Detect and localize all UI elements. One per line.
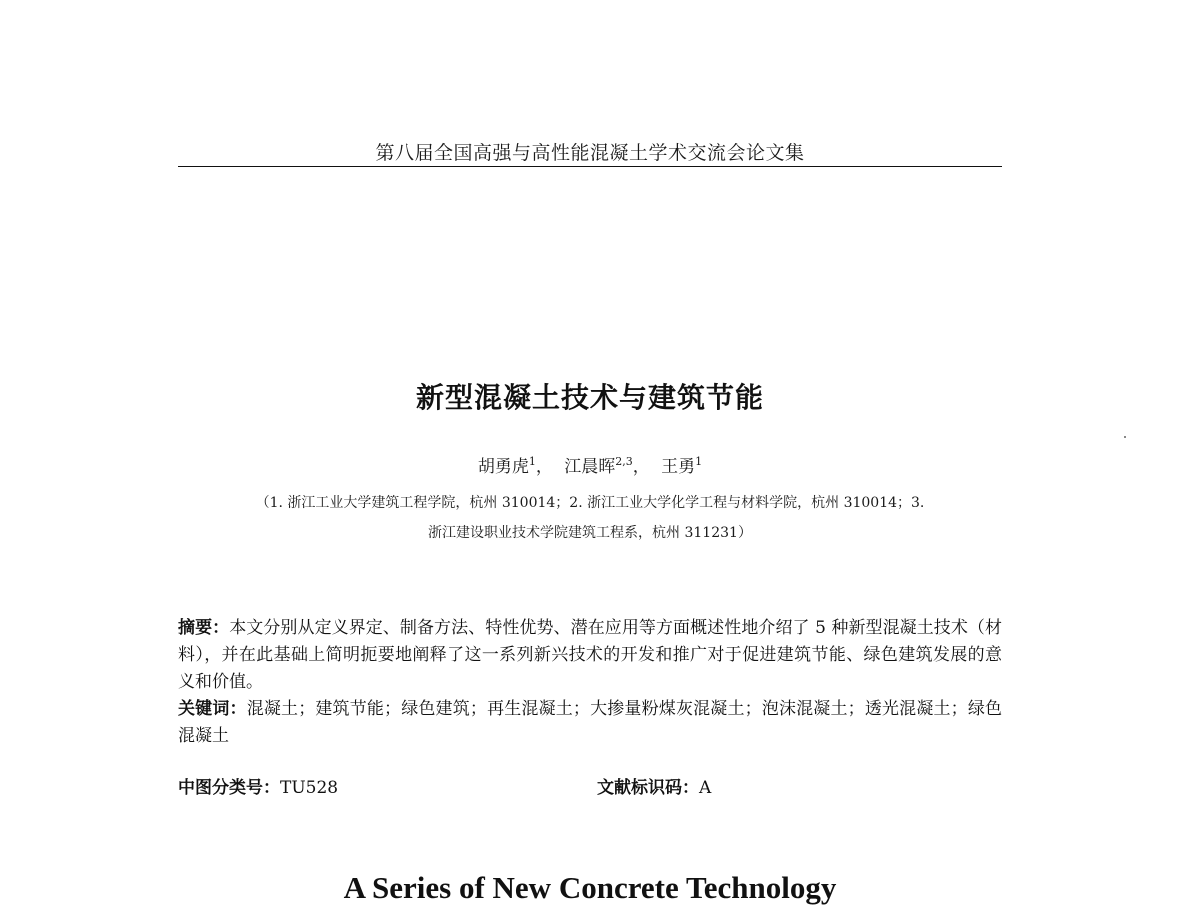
- author-name: 胡勇虎: [477, 457, 529, 477]
- affiliations: [178, 488, 1002, 548]
- author-name: 王勇: [661, 457, 696, 477]
- clc-number: [178, 775, 338, 802]
- author-separator: ，: [535, 457, 553, 477]
- paper-title-en: A Series of New Concrete Technology: [343, 870, 837, 905]
- abstract-text: 本文分别从定义界定、制备方法、特性优势、潜在应用等方面概述性地介绍了 5 种新型混凝土技术（材料），并在此基础上简明扼要地阐释了这一系列新兴技术的开发和推广对于促进建筑节能、绿色建筑发展的意义和价值。: [178, 618, 1003, 692]
- author-name: 江晨晖: [564, 457, 616, 477]
- abstract-label: 摘要：: [178, 618, 230, 638]
- abstract: [178, 615, 1002, 696]
- doc-code-label: 文献标识码：: [597, 778, 699, 798]
- scan-speck: [1124, 436, 1126, 438]
- paper-title-cn: 新型混凝土技术与建筑节能: [415, 381, 764, 414]
- running-header: 第八届全国高强与高性能混凝土学术交流会论文集: [375, 142, 805, 164]
- author-affiliation-mark: 2,3: [615, 455, 633, 468]
- affiliation-line: （1. 浙江工业大学建筑工程学院，杭州 310014；2. 浙江工业大学化学工程与材料学院，杭州 310014；3.: [255, 495, 925, 511]
- affiliation-line: 浙江建设职业技术学院建筑工程系，杭州 311231）: [428, 525, 752, 541]
- author-separator: ，: [632, 457, 650, 477]
- author-list: [178, 452, 1002, 477]
- abstract-section: [178, 615, 1002, 750]
- header-rule: [178, 166, 1002, 167]
- document-code: [597, 775, 711, 802]
- keywords-label: 关键词：: [178, 699, 247, 719]
- author-affiliation-mark: 1: [695, 455, 703, 468]
- clc-label: 中图分类号：: [178, 778, 280, 798]
- keywords: [178, 696, 1002, 750]
- clc-value: TU528: [280, 778, 339, 798]
- author-affiliation-mark: 1: [528, 455, 536, 468]
- doc-code-value: A: [699, 778, 712, 798]
- keywords-text: 混凝土；建筑节能；绿色建筑；再生混凝土；大掺量粉煤灰混凝土；泡沫混凝土；透光混凝土；绿色混凝土: [178, 699, 1003, 746]
